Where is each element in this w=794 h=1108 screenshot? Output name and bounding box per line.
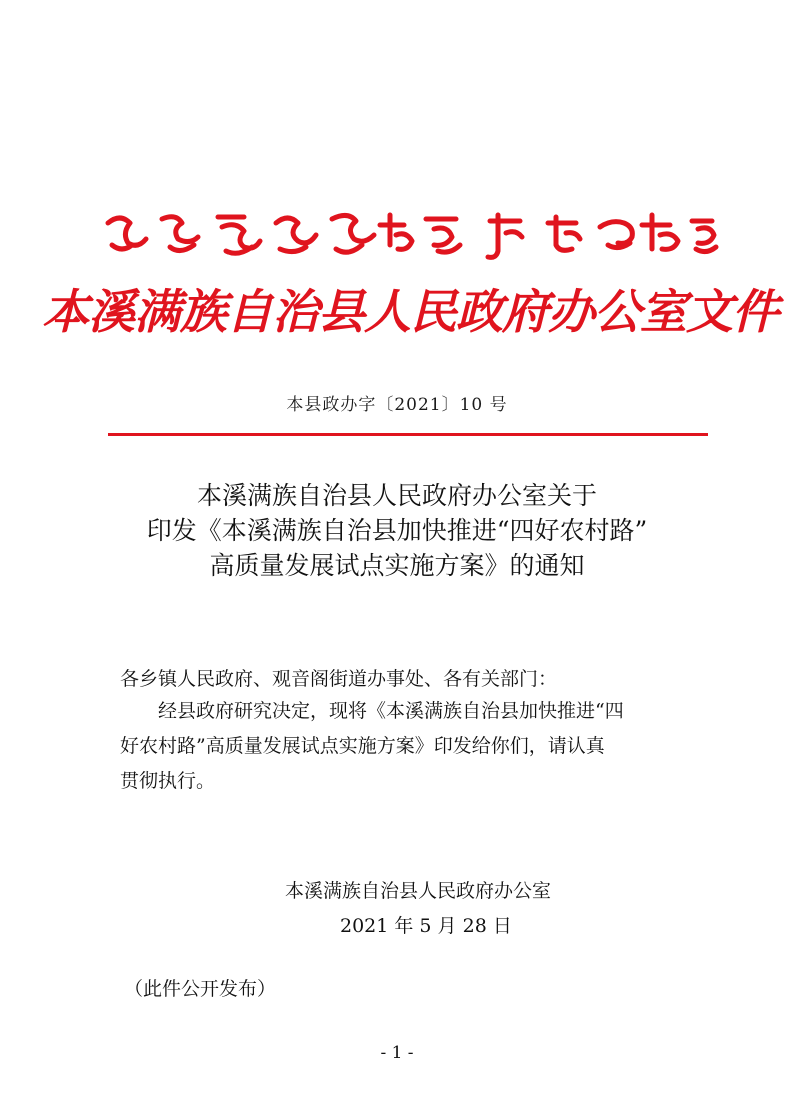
letterhead [42, 205, 778, 350]
letterhead-title: 本溪满族自治县人民政府办公室文件 [42, 284, 778, 340]
manchu-script-header [100, 205, 720, 265]
notice-title-line-3: 高质量发展试点实施方案》的通知 [209, 551, 585, 580]
body-line-1: 经县政府研究决定，现将《本溪满族自治县加快推进“四 [158, 700, 624, 722]
notice-title-line-2: 印发《本溪满族自治县加快推进“四好农村路” [146, 516, 648, 545]
red-divider-line [108, 433, 708, 436]
issue-date: 2021 年 5 月 28 日 [340, 915, 512, 937]
issuer-signature: 本溪满族自治县人民政府办公室 [285, 880, 552, 902]
document-number: 本县政办字〔2021〕10 号 [286, 395, 508, 415]
body-paragraph [120, 694, 680, 799]
body-line-3: 贯彻执行。 [120, 770, 216, 792]
body-line-2: 好农村路”高质量发展试点实施方案》印发给你们，请认真 [120, 735, 605, 757]
page-number: - 1 - [380, 1043, 414, 1063]
notice-title-line-1: 本溪满族自治县人民政府办公室关于 [196, 481, 597, 510]
salutation: 各乡镇人民政府、观音阁街道办事处、各有关部门： [120, 668, 558, 690]
notice-title [0, 478, 794, 583]
disclosure-note: （此件公开发布） [124, 978, 277, 1000]
